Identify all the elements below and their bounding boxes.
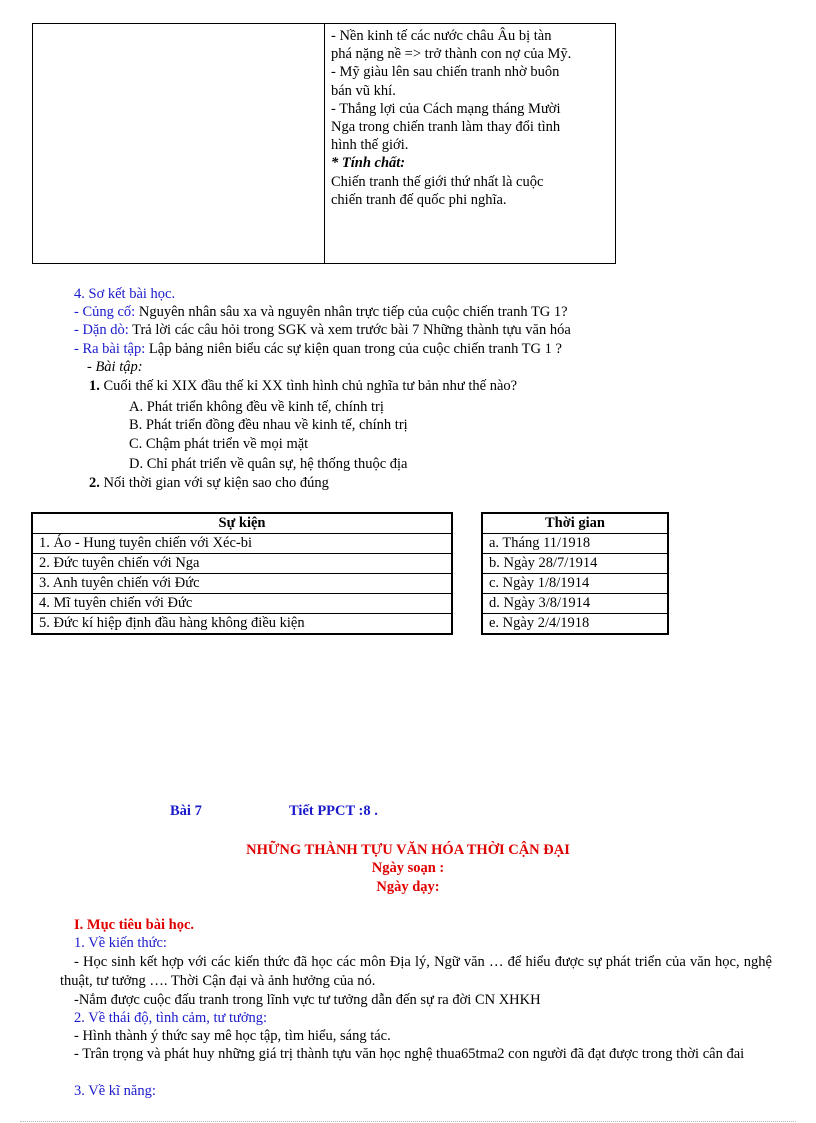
event-cell: 5. Đức kí hiệp định đầu hàng không điều kiện	[32, 614, 452, 635]
q1-option: C. Chậm phát triển về mọi mặt	[129, 436, 309, 452]
period-number: Tiết PPCT :8 .	[289, 803, 378, 819]
nature-label: * Tính chất:	[331, 155, 406, 172]
time-cell: d. Ngày 3/8/1914	[482, 594, 668, 614]
time-cell: b. Ngày 28/7/1914	[482, 554, 668, 574]
consequence-line: - Mỹ giàu lên sau chiến tranh nhờ buôn	[331, 64, 560, 81]
consequence-line: - Thắng lợi của Cách mạng tháng Mười	[331, 100, 561, 117]
q1-option: B. Phát triển đồng đều nhau về kinh tế, chính trị	[129, 417, 408, 433]
consequences-cell	[331, 27, 613, 209]
homework-text: Trả lời các câu hỏi trong SGK và xem trước bài 7 Những thành tựu văn hóa	[128, 322, 571, 338]
consequence-line: hình thế giới.	[331, 137, 409, 154]
time-cell: a. Tháng 11/1918	[482, 534, 668, 554]
consolidate-line	[74, 303, 568, 321]
teach-date: Ngày dạy:	[376, 879, 440, 895]
q1-text: Cuối thế kỉ XIX đầu thế kỉ XX tình hình chủ nghĩa tư bản như thế nào?	[99, 378, 518, 394]
assignment-text: Lập bảng niên biểu các sự kiện quan trong của cuộc chiến tranh TG 1 ?	[145, 341, 562, 357]
consequence-line: Nga trong chiến tranh làm thay đổi tình	[331, 119, 561, 136]
q1-option: D. Chỉ phát triển về quân sự, hệ thống thuộc địa	[129, 456, 408, 472]
time-table	[481, 512, 669, 635]
q2-text: Nối thời gian với sự kiện sao cho đúng	[99, 475, 329, 491]
summary-heading: 4. Sơ kết bài học.	[74, 286, 176, 302]
time-header: Thời gian	[482, 513, 668, 534]
nature-line: chiến tranh đế quốc phi nghĩa.	[331, 191, 507, 208]
question-1	[89, 377, 517, 395]
skills-heading: 3. Về kĩ năng:	[74, 1083, 156, 1099]
q1-number: 1.	[89, 378, 100, 394]
knowledge-paragraph-1: - Học sinh kết hợp với các kiến thức đã học các môn Địa lý, Ngữ văn … để hiểu được sự phát triển của văn học, nghệ thuật, tư tưởng …. Thời Cận đại và ảnh hưởng của nó.	[60, 954, 772, 989]
consequence-line: bán vũ khí.	[331, 82, 396, 99]
assignment-line	[74, 340, 562, 358]
event-cell: 2. Đức tuyên chiến với Nga	[32, 554, 452, 574]
events-header: Sự kiện	[32, 513, 452, 534]
lesson-number: Bài 7	[170, 803, 202, 819]
objectives-heading: I. Mục tiêu bài học.	[74, 917, 195, 933]
consolidate-text: Nguyên nhân sâu xa và nguyên nhân trực tiếp của cuộc chiến tranh TG 1?	[135, 304, 568, 320]
time-cell: e. Ngày 2/4/1918	[482, 614, 668, 635]
empty-left-cell	[33, 24, 325, 263]
events-table	[31, 512, 453, 635]
consequence-line: phá nặng nề => trở thành con nợ của Mỹ.	[331, 46, 572, 63]
knowledge-paragraph-2: -Nắm được cuộc đấu tranh trong lĩnh vực tư tưởng dẫn đến sự ra đời CN XHKH	[74, 992, 541, 1008]
homework-line	[74, 321, 571, 339]
attitude-paragraph-1: - Hình thành ý thức say mê học tập, tìm hiểu, sáng tác.	[74, 1028, 391, 1044]
event-cell: 4. Mĩ tuyên chiến với Đức	[32, 594, 452, 614]
event-cell: 3. Anh tuyên chiến với Đức	[32, 574, 452, 594]
attitude-paragraph-2: - Trân trọng và phát huy những giá trị thành tựu văn học nghệ thua65tma2 con người đã đạt được trong thời cân đai	[74, 1046, 745, 1062]
event-cell: 1. Áo - Hung tuyên chiến với Xéc-bi	[32, 534, 452, 554]
exercise-label: - Bài tập:	[87, 359, 143, 375]
homework-label: - Dặn dò:	[74, 322, 129, 338]
assignment-label: - Ra bài tập:	[74, 341, 146, 357]
lesson-title: NHỮNG THÀNH TỰU VĂN HÓA THỜI CẬN ĐẠI	[246, 842, 570, 858]
question-2	[89, 474, 329, 492]
consolidate-label: - Củng cố:	[74, 304, 136, 320]
attitude-heading: 2. Về thái độ, tình cảm, tư tưởng:	[74, 1010, 268, 1026]
time-cell: c. Ngày 1/8/1914	[482, 574, 668, 594]
nature-line: Chiến tranh thế giới thứ nhất là cuộc	[331, 173, 544, 190]
consequence-line: - Nền kinh tế các nước châu Âu bị tàn	[331, 28, 552, 44]
content-table	[32, 23, 616, 264]
knowledge-heading: 1. Về kiến thức:	[74, 935, 167, 951]
prep-date: Ngày soạn :	[371, 860, 445, 876]
q2-number: 2.	[89, 475, 100, 491]
q1-option: A. Phát triển không đều về kinh tế, chính trị	[129, 399, 384, 415]
page-footer-rule	[20, 1121, 796, 1122]
